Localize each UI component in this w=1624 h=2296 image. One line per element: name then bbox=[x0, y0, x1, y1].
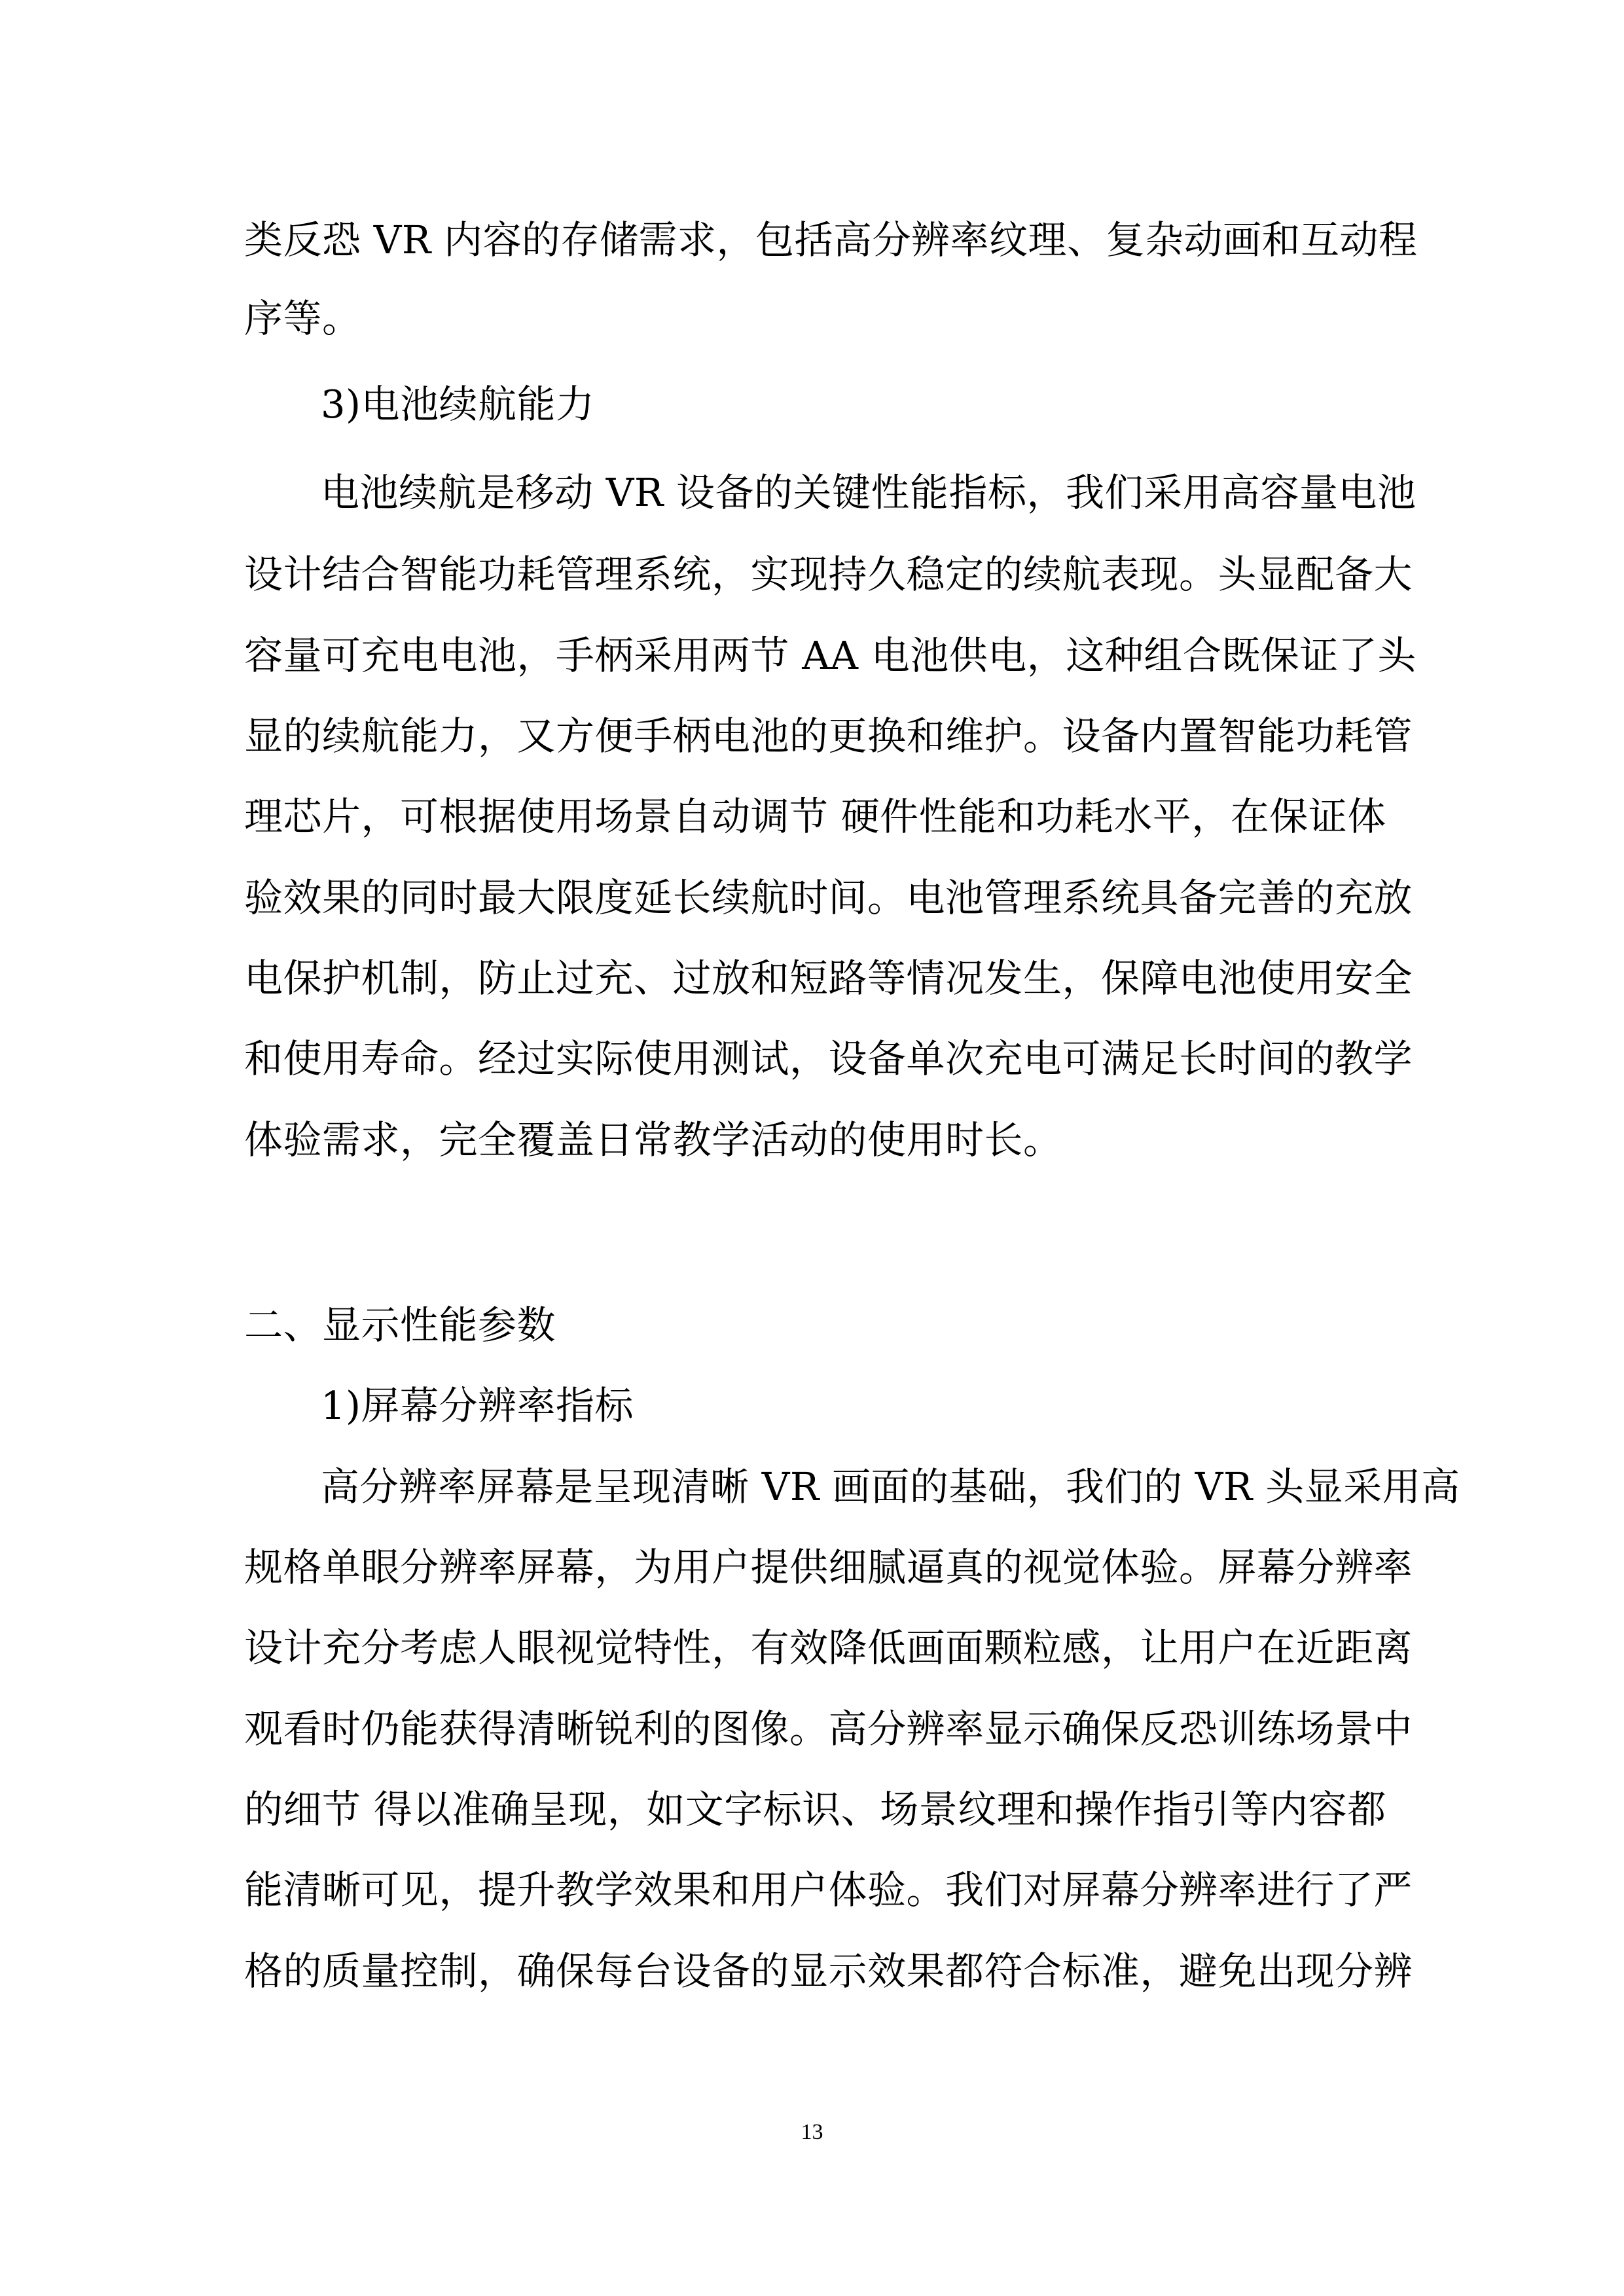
paragraph-line: 电保护机制，防止过充、过放和短路等情况发生，保障电池使用安全 bbox=[244, 956, 1413, 1001]
paragraph-line: 验效果的同时最大限度延长续航时间。电池管理系统具备完善的充放 bbox=[244, 875, 1413, 920]
paragraph-line: 类反恐 VR 内容的存储需求，包括高分辨率纹理、复杂动画和互动程 bbox=[244, 217, 1418, 262]
paragraph-line: 设计结合智能功耗管理系统，实现持久稳定的续航表现。头显配备大 bbox=[244, 552, 1413, 597]
paragraph-line: 理芯片，可根据使用场景自动调节 硬件性能和功耗水平，在保证体 bbox=[244, 794, 1386, 839]
paragraph-line: 能清晰可见，提升教学效果和用户体验。我们对屏幕分辨率进行了严 bbox=[244, 1867, 1413, 1912]
page-number: 13 bbox=[801, 2120, 823, 2144]
subsection-heading: 1)屏幕分辨率指标 bbox=[321, 1383, 634, 1428]
paragraph-line: 的细节 得以准确呈现，如文字标识、场景纹理和操作指引等内容都 bbox=[244, 1787, 1386, 1832]
paragraph-line: 和使用寿命。经过实际使用测试，设备单次充电可满足长时间的教学 bbox=[244, 1036, 1413, 1081]
paragraph-line: 序等。 bbox=[244, 296, 361, 341]
paragraph-line: 体验需求，完全覆盖日常教学活动的使用时长。 bbox=[244, 1117, 1062, 1162]
paragraph-line: 观看时仍能获得清晰锐利的图像。高分辨率显示确保反恐训练场景中 bbox=[244, 1706, 1413, 1751]
paragraph-line: 容量可充电电池，手柄采用两节 AA 电池供电，这种组合既保证了头 bbox=[244, 633, 1416, 678]
paragraph-line: 高分辨率屏幕是呈现清晰 VR 画面的基础，我们的 VR 头显采用高 bbox=[321, 1464, 1460, 1509]
paragraph-line: 格的质量控制，确保每台设备的显示效果都符合标准，避免出现分辨 bbox=[244, 1948, 1413, 1994]
subsection-heading: 3)电池续航能力 bbox=[321, 382, 595, 427]
paragraph-line: 规格单眼分辨率屏幕，为用户提供细腻逼真的视觉体验。屏幕分辨率 bbox=[244, 1545, 1413, 1590]
paragraph-line: 电池续航是移动 VR 设备的关键性能指标，我们采用高容量电池 bbox=[321, 470, 1416, 515]
paragraph-line: 显的续航能力，又方便手柄电池的更换和维护。设备内置智能功耗管 bbox=[244, 713, 1413, 759]
paragraph-line: 设计充分考虑人眼视觉特性，有效降低画面颗粒感，让用户在近距离 bbox=[244, 1625, 1413, 1670]
section-heading: 二、显示性能参数 bbox=[244, 1302, 556, 1348]
